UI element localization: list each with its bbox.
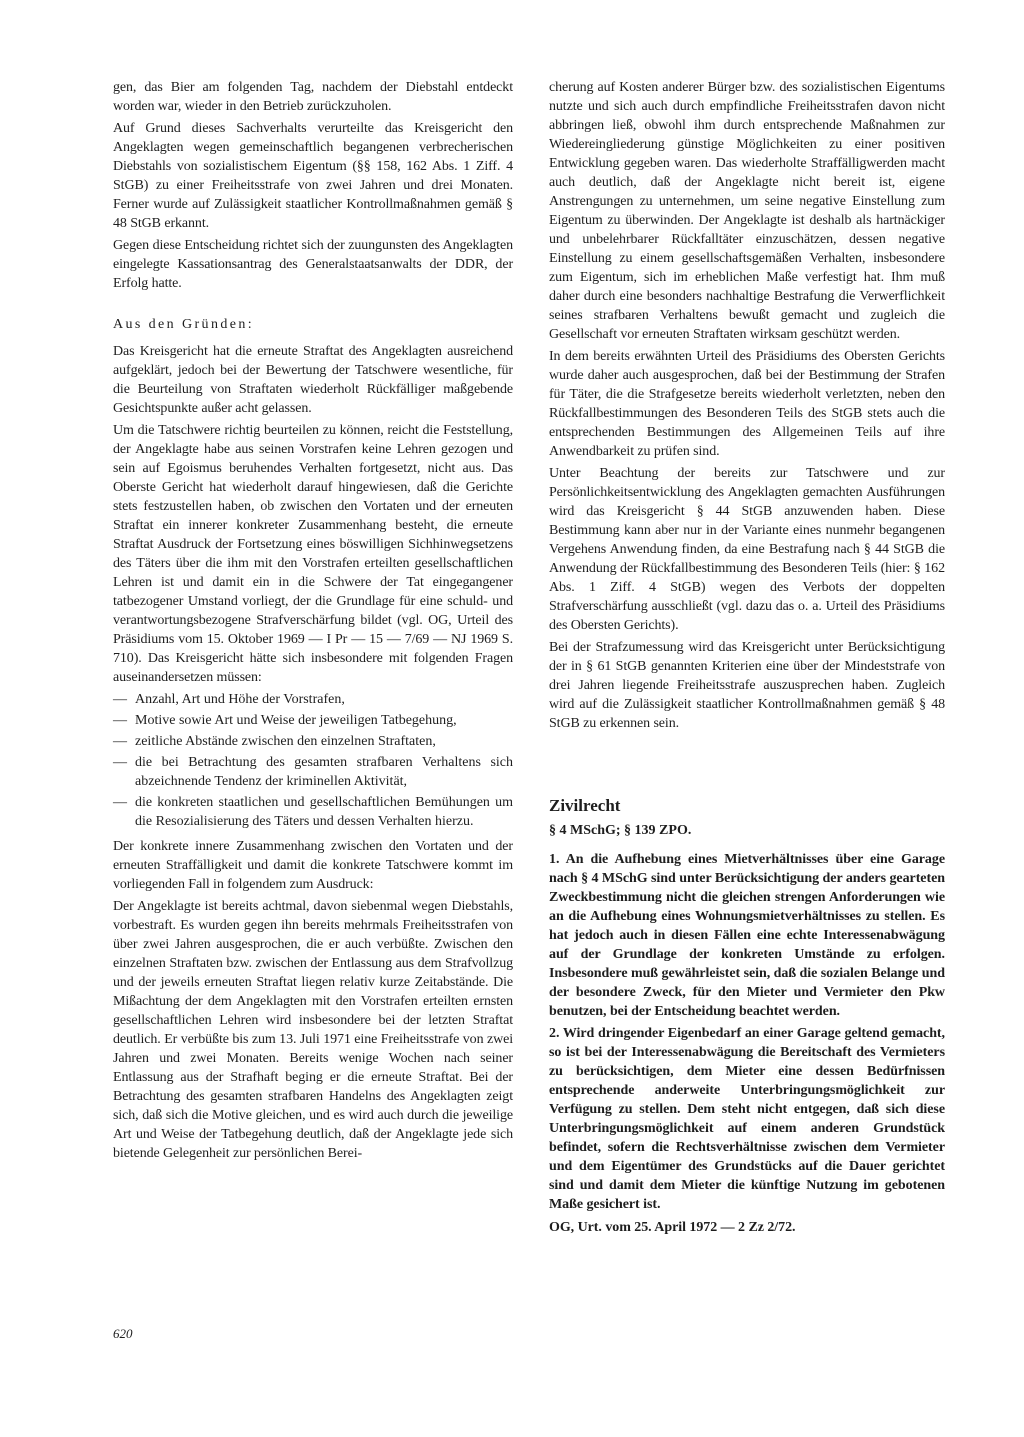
paragraph: In dem bereits erwähnten Urteil des Präsidiums des Obersten Gerichts wurde daher auch ausgesprochen, daß bei der Bestimmung der Strafen für Täter, die die Strafgesetze bereits wiederholt verletzten, neben den Rückfallbestimmungen des Besonderen Teils des StGB stets auch die entsprechenden Bestimmungen des Allgemeinen Teils auf ihre Anwendbarkeit zu prüfen sind. xyxy=(549,349,945,459)
reasons-heading: Aus den Gründen: xyxy=(113,317,255,332)
question-list xyxy=(113,690,513,831)
paragraph: Bei der Strafzumessung wird das Kreisgericht unter Berücksichtigung der in § 61 StGB genannten Kriterien eine über der Mindeststrafe von drei Jahren liegende Freiheitsstrafe auszusprechen haben. Zugleich wird auf die Zulässigkeit staatlicher Kontrollmaßnahmen gemäß § 48 StGB zu erkennen sein. xyxy=(549,640,945,731)
paragraph: cherung auf Kosten anderer Bürger bzw. des sozialistischen Eigentums nutzte und sich auch durch empfindliche Freiheitsstrafen davon nicht abbringen ließ, obwohl ihm durch entsprechende Maßnahmen zur Wiedereingliederung günstige Möglichkeiten zu einer positiven Entwicklung gegeben waren. Das wiederholte Straffälligwerden macht auch deutlich, daß der Angeklagte nicht bereit ist, eigene Anstrengungen zu unternehmen, um seine negative Einstellung zum Eigentum zu überwinden. Der Angeklagte ist deshalb als hartnäckiger und unbelehrbarer Rückfalltäter einzuschätzen, dessen negative Einstellung zu einem gesellschaftsgemäßen Verhalten, insbesondere zum Eigentum, sich im erheblichen Maße verfestigt hat. Ihm muß daher durch eine besonders nachhaltige Bestrafung die Verwerflichkeit seines strafbaren Verhaltens bewußt gemacht und zugleich die Gesellschaft vor erneuten Straftaten wirksam geschützt werden. xyxy=(549,80,945,342)
list-item: — Motive sowie Art und Weise der jeweiligen Tatbegehung, xyxy=(113,711,513,730)
list-item: — die bei Betrachtung des gesamten strafbaren Verhaltens sich abzeichnende Tendenz der kriminellen Aktivität, xyxy=(113,753,513,791)
headnotes xyxy=(549,850,945,1237)
right-column xyxy=(549,78,945,1240)
court-citation: OG, Urt. vom 25. April 1972 — 2 Zz 2/72. xyxy=(549,1220,796,1235)
list-item: — die konkreten staatlichen und gesellschaftlichen Bemühungen um die Resozialisierung des Täters und dessen Verhalten hierzu. xyxy=(113,793,513,831)
paragraph: Der konkrete innere Zusammenhang zwischen den Vortaten und der erneuten Straffälligkeit und damit die konkrete Tatschwere kommt im vorliegenden Fall in folgendem zum Ausdruck: xyxy=(113,839,513,892)
page-number: 620 xyxy=(113,1326,133,1341)
paragraph: Unter Beachtung der bereits zur Tatschwere und zur Persönlichkeitsentwicklung des Angeklagten gemachten Ausführungen wird das Kreisgericht § 44 StGB anzuwenden haben. Diese Bestimmung kann aber nur in der Variante eines nunmehr begangenen Vergehens Anwendung finden, da eine Bestrafung nach § 44 StGB die Anwendung der Rückfallbestimmung des Besonderen Teils (hier: § 162 Abs. 1 Ziff. 4 StGB) wegen des Verbots der doppelten Strafverschärfung ausschließt (vgl. dazu das o. a. Urteil des Präsidiums des Obersten Gerichts). xyxy=(549,466,945,633)
paragraph: Das Kreisgericht hat die erneute Straftat des Angeklagten ausreichend aufgeklärt, jedoch bei der Bewertung der Tatschwere wesentliche, für die Beurteilung von Straftaten wiederholt Rückfälliger maßgebende Gesichtspunkte außer acht gelassen. xyxy=(113,344,513,416)
list-item: — Anzahl, Art und Höhe der Vorstrafen, xyxy=(113,690,513,709)
paragraph: gen, das Bier am folgenden Tag, nachdem der Diebstahl entdeckt worden war, wieder in den Betrieb zurückzuholen. xyxy=(113,80,513,114)
paragraph: Gegen diese Entscheidung richtet sich der zuungunsten des Angeklagten eingelegte Kassationsantrag des Generalstaatsanwalts der DDR, der Erfolg hatte. xyxy=(113,238,513,291)
norm-reference: § 4 MSchG; § 139 ZPO. xyxy=(549,823,692,838)
list-item: — zeitliche Abstände zwischen den einzelnen Straftaten, xyxy=(113,732,513,751)
paragraph: Auf Grund dieses Sachverhalts verurteilte das Kreisgericht den Angeklagten wegen gemeinschaftlich begangenen verbrecherischen Diebstahls von sozialistischem Eigentum (§§ 158, 162 Abs. 1 Ziff. 4 StGB) zu einer Freiheitsstrafe von zwei Jahren und drei Monaten. Ferner wurde auf Zulässigkeit staatlicher Kontrollmaßnahmen gemäß § 48 StGB erkannt. xyxy=(113,121,513,231)
section-title: Zivilrecht xyxy=(549,796,621,815)
left-column xyxy=(113,78,513,1166)
paragraph: Der Angeklagte ist bereits achtmal, davon siebenmal wegen Diebstahls, vorbestraft. Es wurden gegen ihn bereits mehrmals Freiheitsstrafen von über zwei Jahren ausgesprochen, die er auch verbüßte. Zwischen den einzelnen Straftaten bzw. zwischen der Entlassung aus dem Strafvollzug und der jeweils erneuten Straftat liegen relativ kurze Zeitabstände. Die Mißachtung der dem Angeklagten mit den Vorstrafen erteilten ernsten gesellschaftlichen Lehren wird insbesondere bei der letzten Straftat deutlich. Er verbüßte bis zum 13. Juli 1971 eine Freiheitsstrafe von zwei Jahren und zwei Monaten. Bereits wenige Wochen nach seiner Entlassung aus der Strafhaft beging er die erneute Straftat. Bei der Betrachtung des gesamten strafbaren Handelns des Angeklagten zeigt sich, daß sich die Motive gleichen, und es wird auch durch die jeweilige Art und Weise der Tatbegehung deutlich, daß der Angeklagte jede sich bietende Gelegenheit zur persönlichen Berei- xyxy=(113,899,513,1161)
paragraph: Um die Tatschwere richtig beurteilen zu können, reicht die Feststellung, der Angeklagte habe aus seinen Vorstrafen keine Lehren gezogen und sein auf Egoismus beruhendes Verhalten fortgesetzt, nicht aus. Das Oberste Gericht hat wiederholt darauf hingewiesen, daß die Gerichte stets festzustellen haben, ob zwischen den Vortaten und der erneuten Straftat ein innerer konkreter Zusammenhang besteht, die erneute Straftat Ausdruck der Fortsetzung eines böswilligen Sichhinwegsetzens des Täters über die ihm mit den Vorstrafen erteilten gesellschaftlichen Lehren ist und damit ein in die Schwere der Tat eingegangener tatbezogener Umstand vorliegt, der die Grundlage für eine schuld- und verantwortungsbezogene Strafverschärfung bildet (vgl. OG, Urteil des Präsidiums vom 15. Oktober 1969 — I Pr — 15 — 7/69 — NJ 1969 S. 710). Das Kreisgericht hätte sich insbesondere mit folgenden Fragen auseinandersetzen müssen: xyxy=(113,423,513,685)
headnote: 1. An die Aufhebung eines Mietverhältnisses über eine Garage nach § 4 MSchG sind unter Berücksichtigung der anders gearteten Zweckbestimmung nicht die gleichen strengen Anforderungen wie an die Aufhebung eines Wohnungsmietverhältnisses zu stellen. Es hat jedoch auch in diesen Fällen eine echte Interessenabwägung auf der Grundlage der konkreten Umstände zu erfolgen. Insbesondere muß gewährleistet sein, daß die sozialen Belange und der besondere Zweck, für den Mieter und Vermieter den Pkw benutzen, bei der Entscheidung beachtet werden. xyxy=(549,852,945,1019)
headnote: 2. Wird dringender Eigenbedarf an einer Garage geltend gemacht, so ist bei der Interessenabwägung die Bereitschaft des Vermieters zu berücksichtigen, dem Mieter eine dessen Bedürfnissen entsprechende anderweite Unterbringungsmöglichkeit zur Verfügung zu stellen. Dem steht nicht entgegen, daß sich diese Unterbringungsmöglichkeit auf einem anderen Grundstück befindet, sofern die Rechtsverhältnisse zwischen dem Vermieter und dem Eigentümer des Grundstücks auf die Dauer gerichtet sind und damit dem Mieter die künftige Nutzung im gebotenen Maße gesichert ist. xyxy=(549,1026,945,1212)
